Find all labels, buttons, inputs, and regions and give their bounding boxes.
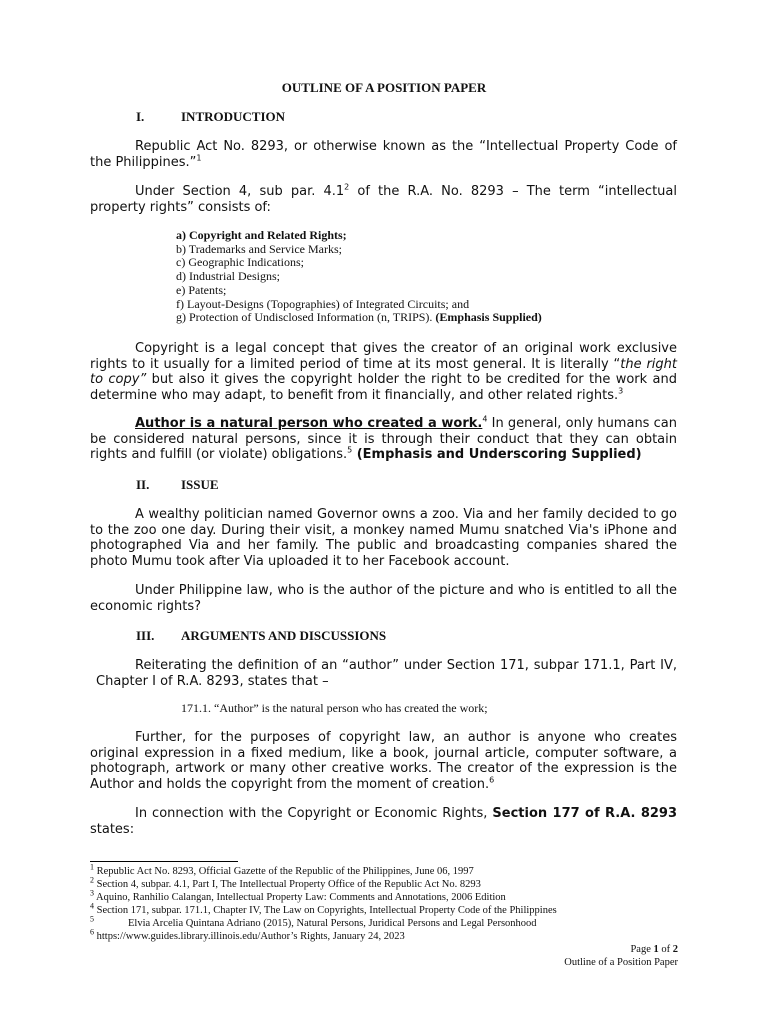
list-item-text: g) Protection of Undisclosed Information (n, TRIPS). <box>176 310 433 325</box>
emphasis-note: (Emphasis and Underscoring Supplied) <box>352 447 642 462</box>
intro-p3-italic: the right to copy” <box>90 356 677 387</box>
statute-quote: 171.1. “Author” is the natural person who has created the work; <box>181 701 488 715</box>
list-item <box>176 311 542 325</box>
footnote-text: Section 4, subpar. 4.1, Part I, The Intellectual Property Office of the Republic Act No. 8293 <box>94 879 481 890</box>
footnote-ref: 4 <box>482 414 488 424</box>
footnote-separator <box>90 861 238 862</box>
page-number <box>630 944 678 955</box>
issue-paragraph-2 <box>90 583 677 614</box>
list-item: d) Industrial Designs; <box>176 269 280 284</box>
footnote-ref: 3 <box>618 386 624 396</box>
arguments-p3-text-b: states: <box>90 821 135 837</box>
footnote-number: 4 <box>90 901 94 911</box>
list-item: e) Patents; <box>176 282 227 297</box>
intro-p3-text-b: but also it gives the copyright holder the right to be credited for the work and determine who may adapt, to benefit from it financially, and other related rights. <box>90 372 677 403</box>
footnote-text: Aquino, Ranhilio Calangan, Intellectual Property Law: Comments and Annotations, 2006 Edition <box>94 892 506 903</box>
footnote-ref: 6 <box>489 775 495 785</box>
intro-paragraph-2 <box>90 184 677 215</box>
section-177-reference: Section 177 of R.A. 8293 <box>492 806 678 821</box>
footnote-number: 3 <box>90 888 94 898</box>
arguments-p3-text-a: In connection with the Copyright or Economic Rights, <box>135 806 493 821</box>
footnote-text: Elvia Arcelia Quintana Adriano (2015), Natural Persons, Juridical Persons and Legal Personhood <box>128 918 537 929</box>
issue-p2-text: Under Philippine law, who is the author of the picture and who is entitled to all the economic rights? <box>90 583 677 614</box>
list-item: f) Layout-Designs (Topographies) of Integrated Circuits; and <box>176 296 470 311</box>
page-word: Page <box>630 944 654 955</box>
footnote-1 <box>90 862 474 878</box>
section-heading-introduction <box>0 109 768 125</box>
section-number: II. <box>136 477 150 492</box>
footnote-text: Section 171, subpar. 171.1, Chapter IV, The Law on Copyrights, Intellectual Property Code of the Philippines <box>94 905 557 916</box>
arguments-paragraph-2 <box>90 730 677 792</box>
ip-rights-list <box>176 229 542 325</box>
section-number: III. <box>136 628 155 643</box>
section-number: I. <box>136 109 145 124</box>
footnote-ref: 2 <box>344 182 350 192</box>
section-label: ARGUMENTS AND DISCUSSIONS <box>181 628 387 643</box>
arguments-p2-text: Further, for the purposes of copyright law, an author is anyone who creates original expression in a fixed medium, like a book, journal article, computer software, a photograph, artwork or many other creative works. The creator of the expression is the Author and holds the copyright from the moment of creation. <box>90 730 677 792</box>
section-label: ISSUE <box>181 477 219 492</box>
list-item: a) Copyright and Related Rights; <box>176 228 347 242</box>
intro-p4-text: In general, only humans can be considered natural persons, since it is through their conduct that they can obtain rights and fulfill (or violate) obligations. <box>90 416 677 462</box>
footnote-text: Republic Act No. 8293, Official Gazette of the Republic of the Philippines, June 06, 1997 <box>94 866 474 877</box>
footnote-number: 5 <box>90 914 94 924</box>
intro-p3-text-a: Copyright is a legal concept that gives the creator of an original work exclusive rights to it usually for a limited period of time at its most general. It is literally “ <box>90 341 677 372</box>
list-item: c) Geographic Indications; <box>176 255 304 270</box>
intro-paragraph-1 <box>90 139 677 170</box>
section-label: INTRODUCTION <box>181 109 286 124</box>
section-heading-arguments <box>0 628 768 644</box>
document-title: OUTLINE OF A POSITION PAPER <box>281 80 487 95</box>
footnote-5 <box>90 914 537 930</box>
footnote-number: 1 <box>90 862 94 872</box>
section-heading-issue <box>0 477 768 493</box>
intro-p1-text: Republic Act No. 8293, or otherwise known as the “Intellectual Property Code of the Philippines.” <box>90 139 677 170</box>
emphasis-note: (Emphasis Supplied) <box>435 310 542 325</box>
footnote-ref: 1 <box>196 153 202 163</box>
intro-paragraph-3 <box>90 341 677 403</box>
current-page: 1 <box>653 944 659 955</box>
intro-p2-text-a: Under Section 4, sub par. 4.1 <box>135 184 345 199</box>
footnote-number: 2 <box>90 875 94 885</box>
author-definition: Author is a natural person who created a work. <box>135 416 483 431</box>
arguments-p1-text: Reiterating the definition of an “author” under Section 171, subpar 171.1, Part IV, Chapter I of R.A. 8293, states that – <box>96 658 677 689</box>
footnote-6 <box>90 927 405 943</box>
total-pages: 2 <box>672 944 678 955</box>
footnote-text: https://www.guides.library.illinois.edu/Author’s Rights, January 24, 2023 <box>94 931 405 942</box>
arguments-paragraph-1 <box>96 658 677 689</box>
intro-paragraph-4 <box>90 416 677 463</box>
footnote-2 <box>90 875 481 891</box>
issue-paragraph-1 <box>90 507 677 569</box>
issue-p1-text: A wealthy politician named Governor owns a zoo. Via and her family decided to go to the zoo one day. During their visit, a monkey named Mumu snatched Via's iPhone and photographed Via and her family. The public and broadcasting companies shared the photo Mumu took after Via uploaded it to her Facebook account. <box>90 507 677 569</box>
arguments-paragraph-3 <box>90 806 677 837</box>
footer-document-title: Outline of a Position Paper <box>564 957 678 968</box>
list-item: b) Trademarks and Service Marks; <box>176 241 342 256</box>
footnote-number: 6 <box>90 927 94 937</box>
footnote-4 <box>90 901 557 917</box>
intro-p2-text-b: of the R.A. No. 8293 – The term “intellectual property rights” consists of: <box>90 184 677 215</box>
of-word: of <box>658 944 673 955</box>
footnote-3 <box>90 888 506 904</box>
footnote-ref: 5 <box>347 445 353 455</box>
